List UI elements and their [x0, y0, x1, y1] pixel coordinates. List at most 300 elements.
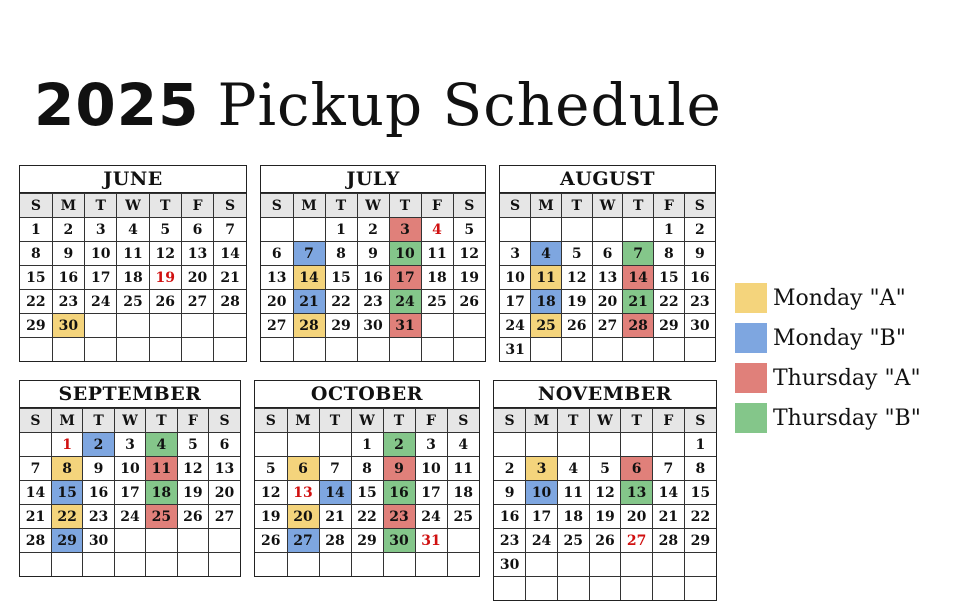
week-row — [494, 457, 716, 481]
weekday-header: T — [623, 194, 654, 218]
empty-cell — [261, 218, 293, 242]
day-cell: 30 — [357, 314, 389, 338]
empty-cell — [293, 218, 325, 242]
week-row — [20, 266, 246, 290]
day-cell: 12 — [255, 481, 287, 505]
day-cell: 8 — [351, 457, 383, 481]
empty-cell — [557, 577, 589, 601]
day-cell: 24 — [85, 290, 117, 314]
legend-swatch — [735, 403, 767, 433]
weekday-header: M — [531, 194, 562, 218]
week-row — [20, 290, 246, 314]
week-row — [494, 481, 716, 505]
empty-cell — [83, 553, 114, 577]
empty-cell — [623, 338, 654, 362]
empty-cell — [149, 338, 181, 362]
empty-cell — [415, 553, 447, 577]
day-cell: 10 — [85, 242, 117, 266]
day-cell: 17 — [526, 505, 558, 529]
day-cell: 20 — [209, 481, 240, 505]
month-name: NOVEMBER — [494, 381, 716, 408]
day-cell: 13 — [621, 481, 653, 505]
empty-cell — [117, 314, 149, 338]
weekday-header: T — [325, 194, 357, 218]
empty-cell — [52, 338, 84, 362]
empty-cell — [287, 553, 319, 577]
day-cell: 5 — [589, 457, 621, 481]
month-table — [494, 408, 716, 600]
month-september — [19, 380, 241, 577]
day-cell: 17 — [415, 481, 447, 505]
week-row — [20, 218, 246, 242]
empty-cell — [214, 338, 246, 362]
day-cell: 11 — [117, 242, 149, 266]
day-cell: 12 — [149, 242, 181, 266]
empty-cell — [592, 338, 623, 362]
day-cell: 1 — [654, 218, 685, 242]
weekday-header: F — [181, 194, 213, 218]
empty-cell — [561, 218, 592, 242]
day-cell: 19 — [149, 266, 181, 290]
week-row — [500, 314, 715, 338]
day-cell: 19 — [589, 505, 621, 529]
day-cell: 18 — [531, 290, 562, 314]
day-cell: 22 — [684, 505, 716, 529]
day-cell: 3 — [415, 433, 447, 457]
day-cell: 25 — [557, 529, 589, 553]
day-cell: 30 — [83, 529, 114, 553]
weekday-header: S — [261, 194, 293, 218]
day-cell: 27 — [181, 290, 213, 314]
month-name: AUGUST — [500, 166, 715, 193]
day-cell: 22 — [351, 505, 383, 529]
day-cell: 4 — [557, 457, 589, 481]
day-cell: 16 — [357, 266, 389, 290]
empty-cell — [261, 338, 293, 362]
day-cell: 22 — [20, 290, 52, 314]
weekday-header: S — [500, 194, 531, 218]
weekday-header: W — [114, 409, 145, 433]
day-cell: 25 — [146, 505, 177, 529]
month-name: OCTOBER — [255, 381, 479, 408]
day-cell: 7 — [653, 457, 685, 481]
week-row — [255, 433, 479, 457]
day-cell: 7 — [214, 218, 246, 242]
weekday-header: T — [319, 409, 351, 433]
day-cell: 13 — [287, 481, 319, 505]
day-cell: 21 — [293, 290, 325, 314]
week-row — [494, 577, 716, 601]
weekday-header: W — [592, 194, 623, 218]
day-cell: 2 — [357, 218, 389, 242]
empty-cell — [177, 529, 208, 553]
day-cell: 24 — [415, 505, 447, 529]
day-cell: 8 — [51, 457, 82, 481]
week-row — [20, 457, 240, 481]
day-cell: 25 — [531, 314, 562, 338]
month-july — [260, 165, 486, 362]
week-row — [20, 314, 246, 338]
weekday-header: T — [389, 194, 421, 218]
day-cell: 4 — [146, 433, 177, 457]
empty-cell — [684, 553, 716, 577]
empty-cell — [181, 338, 213, 362]
day-cell: 7 — [20, 457, 51, 481]
day-cell: 16 — [383, 481, 415, 505]
day-cell: 17 — [114, 481, 145, 505]
day-cell: 11 — [447, 457, 479, 481]
empty-cell — [623, 218, 654, 242]
empty-cell — [287, 433, 319, 457]
day-cell: 20 — [261, 290, 293, 314]
day-cell: 25 — [447, 505, 479, 529]
empty-cell — [85, 338, 117, 362]
day-cell: 2 — [383, 433, 415, 457]
day-cell: 29 — [684, 529, 716, 553]
weekday-header: T — [149, 194, 181, 218]
month-name: JUNE — [20, 166, 246, 193]
weekday-header: S — [684, 409, 716, 433]
day-cell: 14 — [653, 481, 685, 505]
day-cell: 27 — [287, 529, 319, 553]
title-text: Pickup Schedule — [217, 71, 722, 139]
weekday-header: S — [209, 409, 240, 433]
day-cell: 13 — [592, 266, 623, 290]
empty-cell — [181, 314, 213, 338]
day-cell: 29 — [654, 314, 685, 338]
day-cell: 6 — [261, 242, 293, 266]
day-cell: 23 — [83, 505, 114, 529]
day-cell: 18 — [146, 481, 177, 505]
day-cell: 4 — [531, 242, 562, 266]
day-cell: 16 — [684, 266, 715, 290]
day-cell: 17 — [85, 266, 117, 290]
weekday-header: S — [453, 194, 485, 218]
empty-cell — [447, 553, 479, 577]
empty-cell — [561, 338, 592, 362]
day-cell: 31 — [389, 314, 421, 338]
empty-cell — [684, 577, 716, 601]
empty-cell — [209, 553, 240, 577]
day-cell: 11 — [146, 457, 177, 481]
empty-cell — [621, 577, 653, 601]
week-row — [494, 529, 716, 553]
empty-cell — [85, 314, 117, 338]
day-cell: 8 — [325, 242, 357, 266]
legend-label: Thursday "A" — [773, 365, 921, 391]
weekday-header: S — [684, 194, 715, 218]
day-cell: 6 — [209, 433, 240, 457]
week-row — [20, 433, 240, 457]
day-cell: 9 — [383, 457, 415, 481]
day-cell: 10 — [415, 457, 447, 481]
weekday-header: T — [383, 409, 415, 433]
day-cell: 10 — [500, 266, 531, 290]
weekday-header: F — [415, 409, 447, 433]
day-cell: 27 — [592, 314, 623, 338]
weekday-header: M — [51, 409, 82, 433]
day-cell: 20 — [181, 266, 213, 290]
day-cell: 17 — [389, 266, 421, 290]
day-cell: 2 — [494, 457, 526, 481]
day-cell: 15 — [20, 266, 52, 290]
empty-cell — [621, 553, 653, 577]
day-cell: 15 — [51, 481, 82, 505]
day-cell: 12 — [177, 457, 208, 481]
day-cell: 20 — [592, 290, 623, 314]
day-cell: 19 — [177, 481, 208, 505]
day-cell: 21 — [623, 290, 654, 314]
weekday-header: F — [421, 194, 453, 218]
title-year: 2025 — [34, 71, 200, 139]
weekday-header: S — [255, 409, 287, 433]
day-cell: 21 — [20, 505, 51, 529]
empty-cell — [453, 314, 485, 338]
week-row — [255, 481, 479, 505]
week-row — [20, 505, 240, 529]
weekday-header: W — [117, 194, 149, 218]
day-cell: 22 — [654, 290, 685, 314]
day-cell: 7 — [319, 457, 351, 481]
day-cell: 18 — [117, 266, 149, 290]
legend-label: Thursday "B" — [773, 405, 921, 431]
empty-cell — [177, 553, 208, 577]
day-cell: 15 — [325, 266, 357, 290]
empty-cell — [494, 433, 526, 457]
week-row — [500, 242, 715, 266]
weekday-header: S — [20, 409, 51, 433]
day-cell: 5 — [561, 242, 592, 266]
week-row — [500, 338, 715, 362]
day-cell: 24 — [500, 314, 531, 338]
empty-cell — [453, 338, 485, 362]
empty-cell — [447, 529, 479, 553]
day-cell: 20 — [621, 505, 653, 529]
day-cell: 21 — [319, 505, 351, 529]
empty-cell — [293, 338, 325, 362]
empty-cell — [592, 218, 623, 242]
day-cell: 4 — [421, 218, 453, 242]
legend-item — [735, 398, 921, 438]
empty-cell — [526, 553, 558, 577]
month-august — [499, 165, 716, 362]
day-cell: 8 — [20, 242, 52, 266]
month-june — [19, 165, 247, 362]
legend-item — [735, 318, 921, 358]
day-cell: 23 — [52, 290, 84, 314]
day-cell: 1 — [351, 433, 383, 457]
empty-cell — [20, 338, 52, 362]
day-cell: 8 — [654, 242, 685, 266]
empty-cell — [531, 218, 562, 242]
day-cell: 28 — [653, 529, 685, 553]
empty-cell — [389, 338, 421, 362]
weekday-header: S — [20, 194, 52, 218]
day-cell: 11 — [531, 266, 562, 290]
weekday-header: T — [83, 409, 114, 433]
day-cell: 18 — [557, 505, 589, 529]
day-cell: 13 — [181, 242, 213, 266]
empty-cell — [255, 433, 287, 457]
week-row — [20, 481, 240, 505]
month-table — [500, 193, 715, 361]
day-cell: 9 — [684, 242, 715, 266]
empty-cell — [500, 218, 531, 242]
day-cell: 12 — [453, 242, 485, 266]
empty-cell — [653, 553, 685, 577]
day-cell: 31 — [500, 338, 531, 362]
day-cell: 29 — [51, 529, 82, 553]
day-cell: 16 — [494, 505, 526, 529]
day-cell: 14 — [214, 242, 246, 266]
empty-cell — [557, 433, 589, 457]
day-cell: 9 — [52, 242, 84, 266]
weekday-header: F — [653, 409, 685, 433]
day-cell: 11 — [421, 242, 453, 266]
day-cell: 16 — [83, 481, 114, 505]
weekday-header: M — [293, 194, 325, 218]
day-cell: 6 — [181, 218, 213, 242]
weekday-header: S — [214, 194, 246, 218]
empty-cell — [209, 529, 240, 553]
day-cell: 20 — [287, 505, 319, 529]
day-cell: 28 — [319, 529, 351, 553]
day-cell: 5 — [149, 218, 181, 242]
empty-cell — [653, 577, 685, 601]
day-cell: 19 — [255, 505, 287, 529]
day-cell: 26 — [149, 290, 181, 314]
day-cell: 19 — [561, 290, 592, 314]
legend-swatch — [735, 323, 767, 353]
day-cell: 15 — [351, 481, 383, 505]
day-cell: 13 — [261, 266, 293, 290]
day-cell: 31 — [415, 529, 447, 553]
day-cell: 13 — [209, 457, 240, 481]
day-cell: 19 — [453, 266, 485, 290]
week-row — [494, 553, 716, 577]
empty-cell — [20, 433, 51, 457]
day-cell: 12 — [589, 481, 621, 505]
day-cell: 27 — [261, 314, 293, 338]
empty-cell — [589, 433, 621, 457]
day-cell: 4 — [447, 433, 479, 457]
day-cell: 15 — [684, 481, 716, 505]
day-cell: 23 — [357, 290, 389, 314]
day-cell: 30 — [494, 553, 526, 577]
day-cell: 24 — [526, 529, 558, 553]
day-cell: 25 — [117, 290, 149, 314]
day-cell: 6 — [621, 457, 653, 481]
day-cell: 2 — [52, 218, 84, 242]
legend-swatch — [735, 283, 767, 313]
week-row — [494, 433, 716, 457]
empty-cell — [214, 314, 246, 338]
legend-swatch — [735, 363, 767, 393]
day-cell: 9 — [494, 481, 526, 505]
week-row — [500, 218, 715, 242]
empty-cell — [421, 314, 453, 338]
weekday-header: W — [351, 409, 383, 433]
weekday-header: W — [589, 409, 621, 433]
empty-cell — [557, 553, 589, 577]
day-cell: 11 — [557, 481, 589, 505]
weekday-header: T — [621, 409, 653, 433]
day-cell: 26 — [177, 505, 208, 529]
empty-cell — [684, 338, 715, 362]
weekday-header: S — [447, 409, 479, 433]
week-row — [255, 505, 479, 529]
week-row — [500, 266, 715, 290]
month-table — [255, 408, 479, 576]
weekday-header: F — [177, 409, 208, 433]
empty-cell — [589, 553, 621, 577]
day-cell: 22 — [51, 505, 82, 529]
day-cell: 17 — [500, 290, 531, 314]
week-row — [20, 242, 246, 266]
day-cell: 3 — [114, 433, 145, 457]
empty-cell — [531, 338, 562, 362]
day-cell: 1 — [51, 433, 82, 457]
day-cell: 7 — [293, 242, 325, 266]
day-cell: 21 — [653, 505, 685, 529]
empty-cell — [20, 553, 51, 577]
week-row — [20, 529, 240, 553]
day-cell: 10 — [114, 457, 145, 481]
day-cell: 6 — [287, 457, 319, 481]
day-cell: 5 — [255, 457, 287, 481]
month-name: SEPTEMBER — [20, 381, 240, 408]
day-cell: 27 — [209, 505, 240, 529]
week-row — [500, 290, 715, 314]
week-row — [261, 242, 485, 266]
day-cell: 7 — [623, 242, 654, 266]
day-cell: 6 — [592, 242, 623, 266]
day-cell: 3 — [500, 242, 531, 266]
month-name: JULY — [261, 166, 485, 193]
empty-cell — [325, 338, 357, 362]
week-row — [261, 266, 485, 290]
day-cell: 1 — [20, 218, 52, 242]
day-cell: 26 — [589, 529, 621, 553]
day-cell: 12 — [561, 266, 592, 290]
day-cell: 28 — [293, 314, 325, 338]
day-cell: 3 — [85, 218, 117, 242]
empty-cell — [653, 433, 685, 457]
empty-cell — [621, 433, 653, 457]
empty-cell — [51, 553, 82, 577]
day-cell: 29 — [351, 529, 383, 553]
week-row — [261, 338, 485, 362]
empty-cell — [383, 553, 415, 577]
day-cell: 28 — [20, 529, 51, 553]
day-cell: 30 — [684, 314, 715, 338]
empty-cell — [357, 338, 389, 362]
day-cell: 10 — [389, 242, 421, 266]
day-cell: 24 — [389, 290, 421, 314]
empty-cell — [146, 553, 177, 577]
weekday-header: S — [494, 409, 526, 433]
week-row — [20, 553, 240, 577]
day-cell: 5 — [177, 433, 208, 457]
day-cell: 25 — [421, 290, 453, 314]
day-cell: 4 — [117, 218, 149, 242]
empty-cell — [526, 433, 558, 457]
day-cell: 14 — [319, 481, 351, 505]
day-cell: 23 — [383, 505, 415, 529]
day-cell: 29 — [325, 314, 357, 338]
weekday-header: F — [654, 194, 685, 218]
day-cell: 1 — [325, 218, 357, 242]
